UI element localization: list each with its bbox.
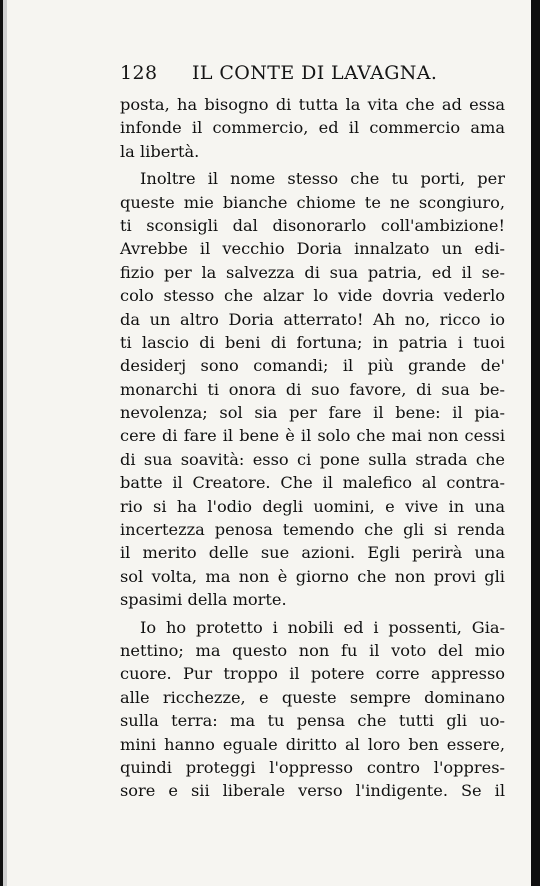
text-line: fizio per la salvezza di sua patria, ed il se- — [120, 262, 505, 282]
text-line: nevolenza; sol sia per fare il bene: il pia- — [120, 403, 505, 423]
text-line: desiderj sono comandi; il più grande de' — [120, 356, 505, 376]
text-line: Avrebbe il vecchio Doria innalzato un edi- — [120, 239, 505, 259]
page-edge — [3, 0, 7, 886]
text-line: infonde il commercio, ed il commercio ama — [120, 118, 505, 138]
paragraph — [120, 616, 505, 803]
text-line: il merito delle sue azioni. Egli perirà una — [120, 543, 505, 563]
text-line: colo stesso che alzar lo vide dovria vederlo — [120, 286, 505, 306]
text-line: mini hanno eguale diritto al loro ben essere, — [120, 734, 505, 754]
text-line: Inoltre il nome stesso che tu porti, per — [140, 169, 505, 189]
book-page — [3, 0, 531, 886]
text-line: cere di fare il bene è il solo che mai non cessi — [120, 426, 505, 446]
running-title: IL CONTE DI LAVAGNA. — [192, 62, 438, 84]
text-line: quindi proteggi l'oppresso contro l'oppres- — [120, 757, 505, 777]
text-line: sulla terra: ma tu pensa che tutti gli uo- — [120, 711, 505, 731]
text-line: cuore. Pur troppo il potere corre appresso — [120, 664, 505, 684]
text-line: spasimi della morte. — [120, 590, 287, 610]
text-line: posta, ha bisogno di tutta la vita che ad essa — [120, 95, 505, 114]
running-header — [120, 62, 450, 88]
text-line: Io ho protetto i nobili ed i possenti, Gia- — [140, 617, 505, 637]
paragraph — [120, 167, 505, 611]
text-line: ti sconsigli dal disonorarlo coll'ambizione! — [120, 215, 505, 235]
page-number: 128 — [120, 62, 158, 84]
text-line: da un altro Doria atterrato! Ah no, ricco io — [120, 309, 505, 329]
text-line: sore e sii liberale verso l'indigente. Se il — [120, 781, 505, 801]
text-line: batte il Creatore. Che il malefico al contra- — [120, 473, 505, 493]
text-line: alle ricchezze, e queste sempre dominano — [120, 687, 505, 707]
text-line: sol volta, ma non è giorno che non provi gli — [120, 566, 505, 586]
body-text — [120, 93, 505, 803]
paragraph — [120, 93, 505, 163]
text-line: la libertà. — [120, 141, 200, 161]
text-line: ti lascio di beni di fortuna; in patria i tuoi — [120, 332, 505, 352]
text-line: rio si ha l'odio degli uomini, e vive in una — [120, 496, 505, 516]
text-line: queste mie bianche chiome te ne scongiuro, — [120, 192, 505, 212]
text-line: nettino; ma questo non fu il voto del mio — [120, 640, 505, 660]
text-line: di sua soavità: esso ci pone sulla strada che — [120, 449, 505, 469]
text-line: monarchi ti onora di suo favore, di sua be- — [120, 379, 505, 399]
text-line: incertezza penosa temendo che gli si renda — [120, 520, 505, 540]
